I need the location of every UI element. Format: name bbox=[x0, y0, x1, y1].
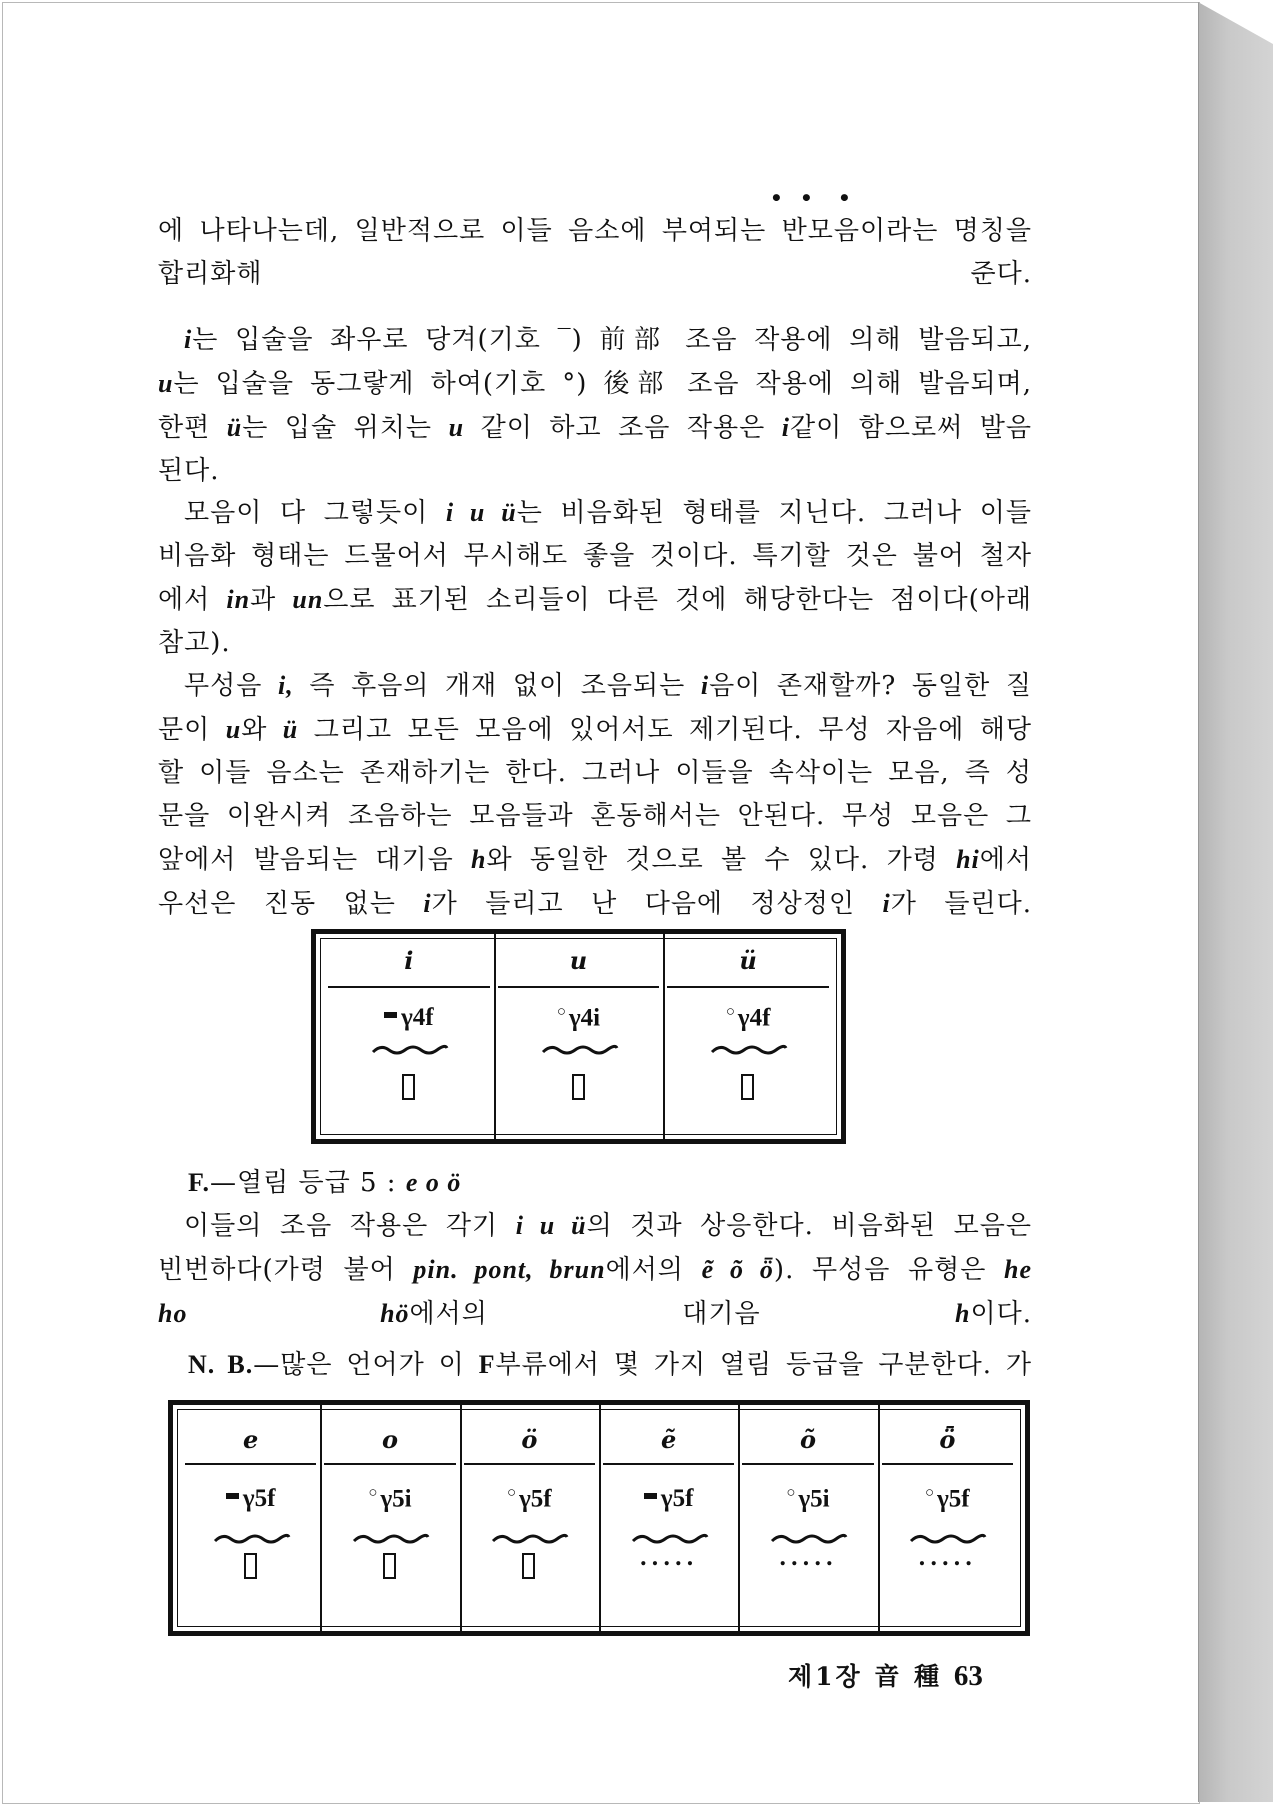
chapter-title: 제1장 音 種 bbox=[788, 1662, 943, 1691]
voicing-wave-icon bbox=[350, 1531, 430, 1547]
round-mark-icon: ○ bbox=[725, 1004, 735, 1020]
text-line: N. B.—많은 언어가 이 F부류에서 몇 가지 열림 등급을 구분한다. 가 bbox=[188, 1350, 1033, 1380]
book-spine bbox=[1198, 2, 1273, 1802]
vowel-header: e bbox=[243, 1425, 259, 1454]
closed-glottis-icon bbox=[572, 1074, 585, 1100]
text-line: 무성음 i, 즉 후음의 개재 없이 조음되는 i음이 존재할까? 동일한 질 bbox=[184, 671, 1033, 701]
front-mark-icon bbox=[384, 1012, 397, 1018]
voicing-wave-icon bbox=[708, 1042, 788, 1058]
vowel-header: ö bbox=[521, 1425, 538, 1454]
vowel-header: ȫ bbox=[939, 1425, 956, 1454]
round-mark-icon: ○ bbox=[507, 1485, 517, 1501]
text-line: 합리화해 준다. bbox=[158, 259, 1032, 289]
articulation-formula: ○ γ4i bbox=[556, 1004, 601, 1032]
articulation-formula: ○ γ5i bbox=[786, 1485, 830, 1513]
header-rule bbox=[464, 1463, 595, 1465]
text-line: 비음화 형태는 드물어서 무시해도 좋을 것이다. 특기할 것은 불어 철자 bbox=[158, 541, 1032, 571]
articulation-formula: ○ γ5f bbox=[925, 1485, 970, 1513]
text-line: 이들의 조음 작용은 각기 i u ü의 것과 상응한다. 비음화된 모음은 bbox=[184, 1211, 1032, 1241]
header-rule bbox=[667, 986, 829, 988]
nasal-dots-icon: ..... bbox=[778, 1545, 838, 1571]
articulation-formula: γ5f bbox=[599, 1485, 738, 1513]
articulation-formula: ○ γ5f bbox=[507, 1485, 552, 1513]
paragraph-1 bbox=[158, 210, 1032, 296]
header-rule bbox=[742, 1463, 873, 1465]
round-mark-icon: ○ bbox=[368, 1485, 378, 1501]
emphasis-dot: • bbox=[770, 186, 783, 210]
closed-glottis-icon bbox=[741, 1074, 754, 1100]
vowel-table-2 bbox=[168, 1400, 1030, 1636]
voicing-wave-icon bbox=[489, 1531, 569, 1547]
nasal-dots-icon: ..... bbox=[639, 1545, 698, 1571]
header-rule bbox=[882, 1463, 1013, 1465]
emphasis-dot: • bbox=[838, 186, 851, 210]
text-line: 참고). bbox=[158, 628, 231, 658]
round-mark-icon: ○ bbox=[925, 1485, 935, 1501]
paragraph-3 bbox=[158, 491, 1032, 665]
vowel-header: u bbox=[569, 946, 588, 975]
closed-glottis-icon bbox=[383, 1553, 396, 1579]
voicing-wave-icon bbox=[211, 1531, 291, 1547]
text-line: 빈번하다(가령 불어 pin. pont, brun에서의 ẽ õ ȫ). 무성음 유형은 he bbox=[158, 1255, 1032, 1285]
text-line: 에 나타나는데, 일반적으로 이들 음소에 부여되는 반모음이라는 명칭을 bbox=[158, 216, 1032, 246]
text-line: i는 입술을 좌우로 당겨(기호 ‾) 前部 조음 작용에 의해 발음되고, bbox=[184, 325, 1032, 355]
text-line: 된다. bbox=[158, 456, 220, 486]
header-rule bbox=[185, 1463, 316, 1465]
emphasis-dot: • bbox=[800, 186, 813, 210]
text-line: 에서 in과 un으로 표기된 소리들이 다른 것에 해당한다는 점이다(아래 bbox=[158, 585, 1033, 615]
paragraph-5 bbox=[158, 1204, 1032, 1336]
articulation-formula: ○ γ5i bbox=[368, 1485, 412, 1513]
text-line: 문이 u와 ü 그리고 모든 모음에 있어서도 제기된다. 무성 자음에 해당 bbox=[158, 715, 1033, 745]
text-line: u는 입술을 동그랗게 하여(기호 °) 後部 조음 작용에 의해 발음되며, bbox=[158, 369, 1032, 399]
vowel-table-1 bbox=[311, 929, 846, 1144]
text-line: 문을 이완시켜 조음하는 모음들과 혼동해서는 안된다. 무성 모음은 그 bbox=[158, 801, 1032, 831]
text-line: ho hö에서의 대기음 h이다. bbox=[158, 1299, 1032, 1329]
vowel-header: ẽ bbox=[661, 1425, 677, 1454]
round-mark-icon: ○ bbox=[786, 1485, 796, 1501]
closed-glottis-icon bbox=[522, 1553, 535, 1579]
text-line: 우선은 진동 없는 i가 들리고 난 다음에 정상정인 i가 들린다. bbox=[158, 889, 1033, 919]
closed-glottis-icon bbox=[244, 1553, 257, 1579]
vowel-header: i bbox=[404, 946, 414, 975]
section-f-heading: F.—열림 등급 5 : e o ö bbox=[188, 1168, 462, 1198]
round-mark-icon: ○ bbox=[556, 1004, 566, 1020]
text-line: 한편 ü는 입술 위치는 u 같이 하고 조음 작용은 i같이 함으로써 발음 bbox=[158, 413, 1033, 443]
voicing-wave-icon bbox=[369, 1042, 449, 1058]
header-rule bbox=[603, 1463, 734, 1465]
paragraph-2 bbox=[158, 318, 1032, 493]
articulation-formula: γ5f bbox=[181, 1485, 320, 1513]
text-line: 할 이들 음소는 존재하기는 한다. 그러나 이들을 속삭이는 모음, 즉 성 bbox=[158, 758, 1032, 788]
vowel-header: õ bbox=[799, 1425, 816, 1454]
vowel-header: o bbox=[381, 1425, 398, 1454]
nasal-dots-icon: ..... bbox=[918, 1545, 977, 1571]
header-rule bbox=[328, 986, 490, 988]
voicing-wave-icon bbox=[539, 1042, 619, 1058]
text-line: 모음이 다 그렇듯이 i u ü는 비음화된 형태를 지닌다. 그러나 이들 bbox=[184, 498, 1032, 528]
header-rule bbox=[324, 1463, 455, 1465]
front-mark-icon bbox=[644, 1493, 657, 1499]
text-line: 앞에서 발음되는 대기음 h와 동일한 것으로 볼 수 있다. 가령 hi에서 bbox=[158, 845, 1032, 875]
vowel-header: ü bbox=[739, 946, 757, 975]
page-footer bbox=[788, 1657, 983, 1693]
nb-paragraph bbox=[158, 1343, 1032, 1387]
articulation-formula: γ4f bbox=[324, 1004, 494, 1032]
front-mark-icon bbox=[226, 1493, 239, 1499]
page-number: 63 bbox=[953, 1660, 983, 1692]
paragraph-4 bbox=[158, 664, 1032, 926]
closed-glottis-icon bbox=[402, 1074, 415, 1100]
header-rule bbox=[498, 986, 660, 988]
articulation-formula: ○ γ4f bbox=[725, 1004, 771, 1032]
